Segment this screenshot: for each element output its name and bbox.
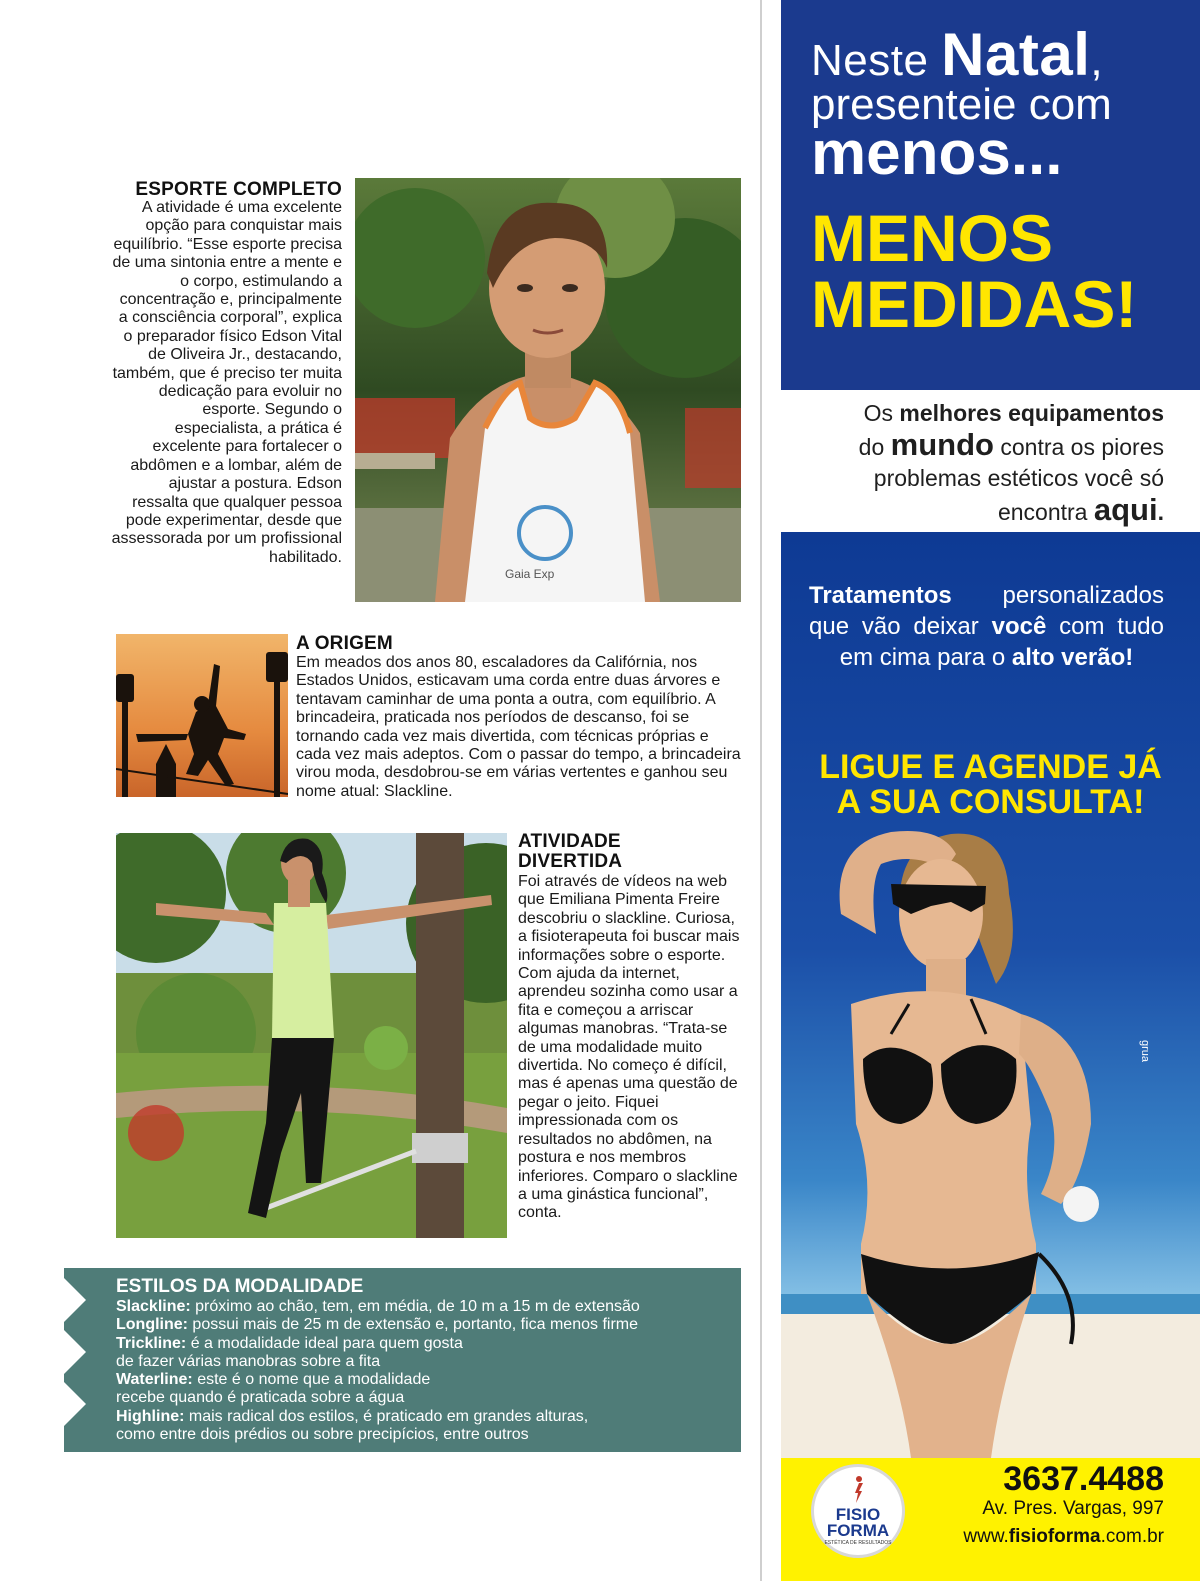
style-item xyxy=(116,1335,726,1353)
ad-website xyxy=(963,1526,1164,1548)
ad-text-span: contra os piores xyxy=(993,434,1164,460)
ad-menos-medidas xyxy=(811,201,1138,341)
ad-contact-footer xyxy=(781,1458,1200,1581)
photo-woman-slackline xyxy=(116,833,507,1238)
section-title-esporte-completo: ESPORTE COMPLETO xyxy=(135,179,342,200)
style-item xyxy=(116,1298,726,1316)
style-desc: este é o nome que a modalidade xyxy=(192,1371,431,1389)
ad-menos-line: MENOS xyxy=(811,201,1054,275)
box-notch xyxy=(64,1278,86,1322)
logo-figure-icon xyxy=(852,1475,866,1503)
section-title-a-origem: A ORIGEM xyxy=(296,633,393,654)
style-desc: próximo ao chão, tem, em média, de 10 m a 15 m de extensão xyxy=(190,1298,640,1315)
ad-text-bold: . xyxy=(1157,499,1164,525)
ad-headline-natal: Natal xyxy=(941,21,1091,88)
ad-text-large: aqui xyxy=(1093,492,1158,527)
ad-phone-number: 3637.4488 xyxy=(1003,1460,1164,1498)
ad-text-span: personalizados que vão deixar xyxy=(809,582,1164,640)
ad-text-span: do xyxy=(858,434,891,460)
ad-call-to-action xyxy=(781,750,1200,820)
ad-text-line: problemas estéticos você só xyxy=(873,465,1164,491)
ad-headline-line-3: menos... xyxy=(811,119,1063,188)
photo-credit: grua xyxy=(1139,1040,1151,1063)
style-desc: mais radical dos estilos, é praticado em grandes alturas, xyxy=(184,1407,589,1425)
style-item xyxy=(116,1408,726,1426)
ad-web-domain: fisioforma xyxy=(1008,1526,1101,1547)
logo-tagline: ESTÉTICA DE RESULTADOS xyxy=(824,1540,892,1546)
shirt-print-text: Gaia Exp xyxy=(505,567,555,581)
ad-headline-line-1 xyxy=(811,20,1103,89)
ad-equipment-panel xyxy=(781,390,1200,532)
photo-slackline-silhouette xyxy=(116,634,288,797)
style-name: Highline: xyxy=(116,1407,185,1425)
style-name: Trickline: xyxy=(116,1334,187,1352)
ad-cta-line-1: LIGUE E AGENDE JÁ xyxy=(819,748,1162,786)
ad-headline-line-2: presenteie com xyxy=(811,80,1112,129)
box-notch xyxy=(64,1330,86,1374)
ad-text-bold: você xyxy=(991,613,1047,640)
ad-medidas-line: MEDIDAS! xyxy=(811,267,1138,341)
section-text-esporte-completo: A atividade é uma excelente opção para conquistar mais equilíbrio. “Esse esporte precisa de uma sintonia entre a mente e o corpo, estimulando a concentração e, principalmente a consciência corporal”, explica o preparador físico Edson Vital de Oliveira Jr., destacando, também, que é preciso ter muita dedicação para evoluir no esporte. Segundo o especialista, a prática é excelente para fortalecer o abdômen e a lombar, além de ajustar a postura. Edson ressalta que qualquer pessoa pode experimentar, desde que assessorada por um profissional habilitado. xyxy=(111,199,342,566)
style-name: Slackline: xyxy=(116,1298,191,1315)
ad-text-large: mundo xyxy=(890,427,994,462)
logo-text-fisio: FISIO xyxy=(835,1505,881,1524)
style-item xyxy=(116,1316,726,1334)
style-item-continued: de fazer várias manobras sobre a fita xyxy=(116,1352,381,1370)
section-title-atividade-divertida xyxy=(518,832,738,872)
style-desc: é a modalidade ideal para quem gosta xyxy=(186,1334,463,1352)
section-title-line-2: DIVERTIDA xyxy=(518,851,623,872)
section-text-atividade-divertida: Foi através de vídeos na web que Emiliana Pimenta Freire descobriu o slackline. Curiosa, a fisioterapeuta foi buscar mais informações sobre o esporte. Com ajuda da internet, aprendeu sozinha como usar a fita e começou a arriscar algumas manobras. “Trata-se de uma modalidade muito divertida. No começo é difícil, mas é apenas uma questão de pegar o jeito. Fiquei impressionada com os resultados no abdômen, na postura e nos membros inferiores. Comparo o slackline a uma ginástica funcional”, conta. xyxy=(518,873,740,1222)
ad-equipment-text xyxy=(804,398,1164,528)
style-name: Longline: xyxy=(116,1316,188,1334)
ad-model-image xyxy=(781,824,1200,1458)
ad-treatments-text xyxy=(809,580,1164,673)
ad-headline-comma: , xyxy=(1090,36,1104,85)
style-name: Waterline: xyxy=(116,1371,193,1389)
advertisement xyxy=(781,0,1200,1581)
ad-beach-panel xyxy=(781,532,1200,1458)
ad-headline-panel xyxy=(781,0,1200,390)
style-desc: possui mais de 25 m de extensão e, portanto, fica menos firme xyxy=(187,1316,638,1334)
styles-title: ESTILOS DA MODALIDADE xyxy=(116,1276,364,1297)
photo-trainer xyxy=(355,178,741,602)
styles-list xyxy=(116,1298,726,1444)
column-divider xyxy=(760,0,762,1581)
ad-web-suffix: .com.br xyxy=(1100,1526,1164,1547)
ad-text-span: com tudo em cima para o xyxy=(839,613,1165,671)
ad-web-prefix: www. xyxy=(963,1526,1009,1547)
fisioforma-logo xyxy=(811,1464,905,1558)
style-item xyxy=(116,1371,726,1389)
section-title-line-1: ATIVIDADE xyxy=(518,831,621,852)
style-item-continued: recebe quando é praticada sobre a água xyxy=(116,1389,405,1407)
styles-box xyxy=(64,1268,741,1452)
box-notch xyxy=(64,1382,86,1426)
ad-headline-neste: Neste xyxy=(811,36,942,85)
ad-cta-line-2: A SUA CONSULTA! xyxy=(836,783,1145,821)
ad-text-span: Os xyxy=(863,400,900,426)
section-text-a-origem: Em meados dos anos 80, escaladores da Califórnia, nos Estados Unidos, esticavam uma corda entre duas árvores e tentavam caminhar de uma ponta a outra, com equilíbrio. A brincadeira, praticada nos períodos de descanso, foi se tornando cada vez mais divertida, com técnicas próprias e cada vez mais adeptos. Com o passar do tempo, a brincadeira virou moda, desdobrou-se em várias vertentes e ganhou seu nome atual: Slackline. xyxy=(296,654,741,800)
logo-text-forma: FORMA xyxy=(826,1521,890,1540)
style-item-continued: como entre dois prédios ou sobre precipícios, entre outros xyxy=(116,1426,529,1444)
ad-text-bold: alto verão! xyxy=(1011,644,1134,671)
ad-text-bold: Tratamentos xyxy=(809,582,952,609)
ad-text-bold: melhores equipamentos xyxy=(899,400,1164,426)
ad-text-span: encontra xyxy=(997,499,1094,525)
ad-address: Av. Pres. Vargas, 997 xyxy=(982,1498,1164,1519)
